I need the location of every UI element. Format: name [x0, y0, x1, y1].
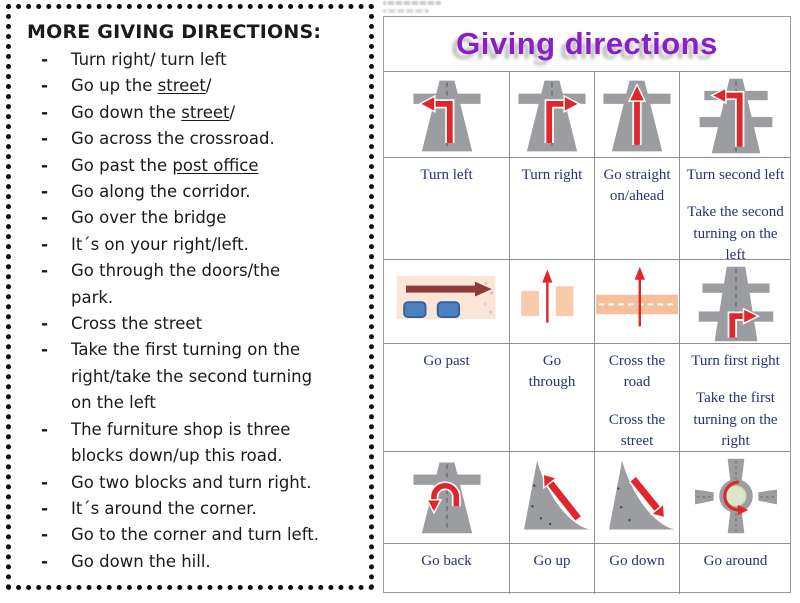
directions-list-panel — [6, 4, 374, 590]
direction-label: Go through — [528, 353, 576, 391]
list-item-text: Go to the corner and turn left. — [71, 525, 319, 545]
list-item-text: Go over the bridge — [71, 208, 227, 228]
list-item — [27, 47, 367, 73]
cell-go-up — [509, 451, 594, 543]
list-item-dash: - — [41, 50, 49, 70]
list-item — [27, 470, 367, 496]
list-item-text: Take the first turning on the right/take the second turning on the left — [71, 340, 313, 413]
cell-cross-road — [594, 259, 679, 343]
cell-go-down — [594, 451, 679, 543]
list-item — [27, 337, 367, 416]
cell-label — [509, 157, 594, 259]
cell-go-around — [679, 451, 791, 543]
list-item-dash: - — [41, 261, 49, 282]
direction-label: Turn second left — [686, 167, 785, 183]
list-item-dash: - — [41, 472, 49, 493]
direction-label: Go past — [423, 353, 470, 369]
road-turn-left-icon — [397, 75, 497, 157]
cell-label — [594, 543, 679, 594]
list-item-text: The furniture shop is three blocks down/up this road. — [71, 419, 291, 466]
list-item-text: Go down the hill. — [71, 551, 211, 571]
cell-label — [594, 343, 679, 451]
list-item-dash: - — [41, 102, 49, 123]
cross-road-icon — [594, 263, 679, 343]
cell-road-first-right — [679, 259, 791, 343]
list-item — [27, 522, 367, 548]
list-item-dash: - — [41, 551, 49, 572]
list-item-text: Turn right/ turn left — [71, 50, 227, 69]
direction-label: Go down — [609, 553, 665, 569]
direction-label: Take the second turning on the left — [687, 204, 784, 259]
direction-label: Go back — [421, 553, 472, 569]
list-item — [27, 232, 367, 258]
cell-go-back — [384, 451, 509, 543]
giving-directions-poster — [383, 16, 791, 593]
go-past-icon — [388, 263, 506, 343]
cell-label — [679, 157, 791, 259]
road-straight-icon — [594, 75, 679, 157]
cell-go-past — [384, 259, 509, 343]
list-item-text: Go through the doors/the park. — [71, 261, 281, 307]
cell-label — [594, 157, 679, 259]
list-item-dash: - — [41, 129, 49, 150]
list-item-dash: - — [41, 525, 49, 546]
cell-road-straight — [594, 71, 679, 157]
direction-label: Go straight on/ahead — [603, 167, 671, 205]
go-up-icon — [509, 455, 594, 542]
list-item-dash: - — [41, 314, 49, 335]
list-item-text: Go up the street/ — [71, 76, 212, 96]
list-item-text: Cross the street — [71, 314, 203, 334]
list-item-dash: - — [41, 208, 49, 229]
poster-title: Giving directions — [456, 26, 718, 61]
list-item-dash: - — [41, 182, 49, 203]
go-through-icon — [509, 263, 594, 343]
list-item-text: It´s on your right/left. — [71, 234, 249, 254]
direction-label: Go up — [533, 553, 571, 569]
list-item — [27, 179, 367, 205]
list-item — [27, 126, 367, 152]
list-item-text: Go past the post office — [71, 155, 259, 175]
direction-label: Cross the road — [608, 353, 666, 391]
list-item — [27, 205, 367, 231]
cell-road-turn-left — [384, 71, 509, 157]
cell-go-through — [509, 259, 594, 343]
list-item — [27, 496, 367, 522]
list-item-dash: - — [41, 155, 49, 176]
direction-label: Go around — [703, 553, 768, 569]
cell-label — [509, 343, 594, 451]
scan-watermark-artifact — [383, 1, 441, 5]
go-down-icon — [594, 455, 679, 542]
list-item-dash: - — [41, 340, 49, 361]
cell-road-second-left — [679, 71, 791, 157]
directions-list — [27, 47, 367, 575]
list-item — [27, 73, 367, 99]
list-item-text: Go along the corridor. — [71, 182, 251, 202]
direction-label: Cross the street — [608, 411, 666, 449]
road-first-right-icon — [686, 263, 786, 343]
list-item-text: It´s around the corner. — [71, 498, 257, 518]
cell-label — [679, 343, 791, 451]
cell-label — [509, 543, 594, 594]
cell-label — [384, 343, 509, 451]
cell-label — [384, 543, 509, 594]
list-item — [27, 258, 367, 311]
list-item — [27, 100, 367, 126]
go-back-icon — [397, 455, 497, 542]
list-item-dash: - — [41, 419, 49, 440]
direction-label: Take the first turning on the right — [693, 390, 778, 449]
list-item — [27, 549, 367, 575]
list-item — [27, 311, 367, 337]
cell-road-turn-right — [509, 71, 594, 157]
cell-label — [384, 157, 509, 259]
scan-watermark-artifact — [383, 9, 429, 13]
list-item-text: Go across the crossroad. — [71, 129, 275, 149]
list-item — [27, 417, 367, 470]
cell-label — [679, 543, 791, 594]
list-title: MORE GIVING DIRECTIONS: — [27, 21, 322, 43]
list-item-dash: - — [41, 498, 49, 519]
list-item-dash: - — [41, 234, 49, 255]
list-item — [27, 153, 367, 179]
poster-grid — [384, 71, 790, 594]
road-turn-right-icon — [509, 75, 594, 157]
go-around-icon — [686, 455, 786, 542]
road-second-left-icon — [686, 75, 786, 157]
direction-label: Turn first right — [691, 353, 780, 369]
direction-label: Turn left — [420, 167, 473, 183]
direction-label: Turn right — [521, 167, 583, 183]
list-item-text: Go two blocks and turn right. — [71, 472, 312, 492]
list-item-dash: - — [41, 76, 49, 97]
list-item-text: Go down the street/ — [71, 102, 236, 122]
